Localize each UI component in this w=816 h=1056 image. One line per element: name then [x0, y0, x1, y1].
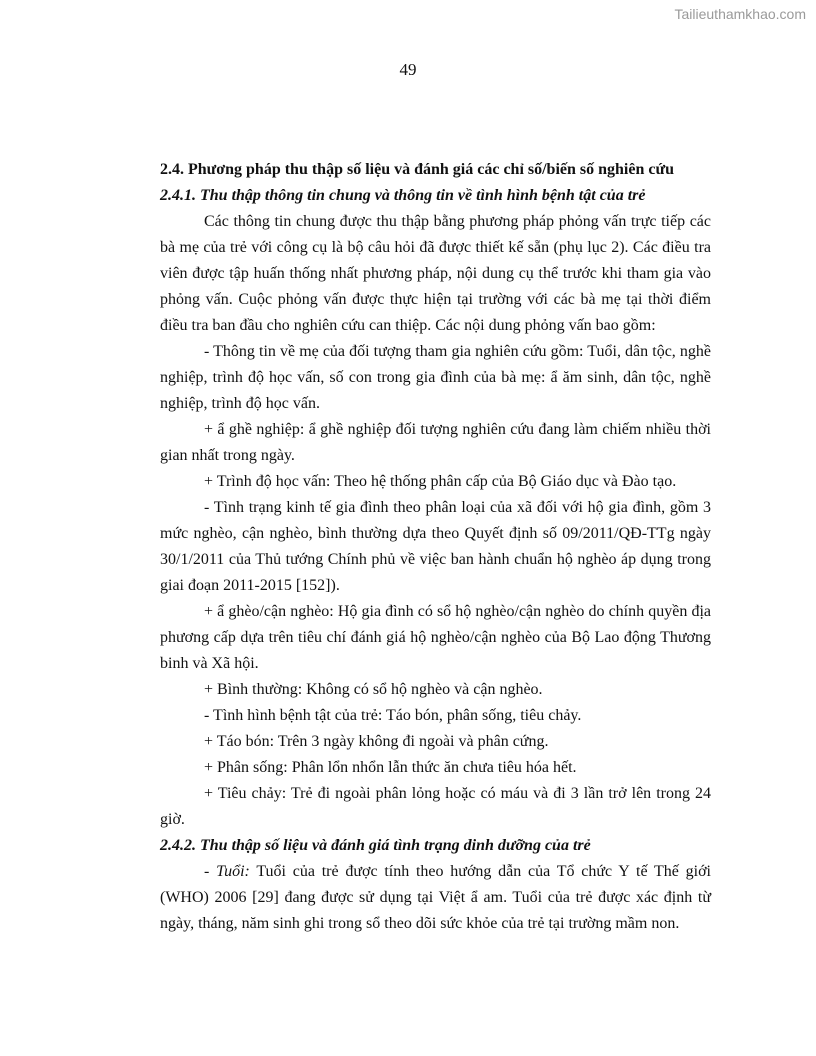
page-number: 49: [399, 60, 417, 79]
list-item-disease: - Tình hình bệnh tật của trẻ: Táo bón, phân sống, tiêu chảy.: [204, 707, 582, 724]
list-item-education: + Trình độ học vấn: Theo hệ thống phân cấp của Bộ Giáo dục và Đào tạo.: [204, 473, 677, 490]
list-item-constipation: + Táo bón: Trên 3 ngày không đi ngoài và phân cứng.: [204, 733, 549, 750]
document-body: [160, 157, 711, 937]
list-item-diarrhea: + Tiêu chảy: Trẻ đi ngoài phân lỏng hoặc có máu và đi 3 lần trở lên trong 24 giờ.: [160, 785, 711, 828]
age-text: Tuổi của trẻ được tính theo hướng dẫn của Tổ chức Y tế Thế giới (WHO) 2006 [29] đang được sử dụng tại Việt ẩ am. Tuổi của trẻ được xác định từ ngày, tháng, năm sinh ghi trong sổ theo dõi sức khỏe của trẻ tại trường mầm non.: [160, 863, 711, 932]
list-item-occupation: + ẩ ghề nghiệp: ẩ ghề nghiệp đối tượng nghiên cứu đang làm chiếm nhiều thời gian nhất trong ngày.: [160, 421, 711, 464]
list-item-mother-info: - Thông tin về mẹ của đối tượng tham gia nghiên cứu gồm: Tuổi, dân tộc, nghề nghiệp, trình độ học vấn, số con trong gia đình của bà mẹ: ẩ ăm sinh, dân tộc, nghề nghiệp, trình độ học vấn.: [160, 343, 711, 412]
subsection-heading-2: 2.4.2. Thu thập số liệu và đánh giá tình trạng dinh dưỡng của trẻ: [160, 837, 591, 854]
paragraph-intro: Các thông tin chung được thu thập bằng phương pháp phỏng vấn trực tiếp các bà mẹ của trẻ với công cụ là bộ câu hỏi đã được thiết kế sẵn (phụ lục 2). Các điều tra viên được tập huấn thống nhất phương pháp, nội dung cụ thể trước khi tham gia vào phỏng vấn. Cuộc phỏng vấn được thực hiện tại trường với các bà mẹ tại thời điểm điều tra ban đầu cho nghiên cứu can thiệp. Các nội dung phỏng vấn bao gồm:: [160, 213, 711, 334]
paragraph-age: [160, 859, 711, 937]
list-item-normal: + Bình thường: Không có sổ hộ nghèo và cận nghèo.: [204, 681, 543, 698]
list-item-undigested: + Phân sống: Phân lổn nhổn lẫn thức ăn chưa tiêu hóa hết.: [204, 759, 577, 776]
list-item-economic: - Tình trạng kinh tế gia đình theo phân loại của xã đối với hộ gia đình, gồm 3 mức nghèo, cận nghèo, bình thường dựa theo Quyết định số 09/2011/QĐ-TTg ngày 30/1/2011 của Thủ tướng Chính phủ về việc ban hành chuẩn hộ nghèo áp dụng trong giai đoạn 2011-2015 [152]).: [160, 499, 711, 594]
age-label: - Tuổi:: [204, 863, 250, 880]
list-item-poor: + ẩ ghèo/cận nghèo: Hộ gia đình có sổ hộ nghèo/cận nghèo do chính quyền địa phương cấp dựa trên tiêu chí đánh giá hộ nghèo/cận nghèo của Bộ Lao động Thương binh và Xã hội.: [160, 603, 711, 672]
watermark: Tailieuthamkhao.com: [674, 6, 806, 22]
section-heading: 2.4. Phương pháp thu thập số liệu và đánh giá các chỉ số/biến số nghiên cứu: [160, 161, 674, 178]
subsection-heading: 2.4.1. Thu thập thông tin chung và thông tin về tình hình bệnh tật của trẻ: [160, 187, 646, 204]
